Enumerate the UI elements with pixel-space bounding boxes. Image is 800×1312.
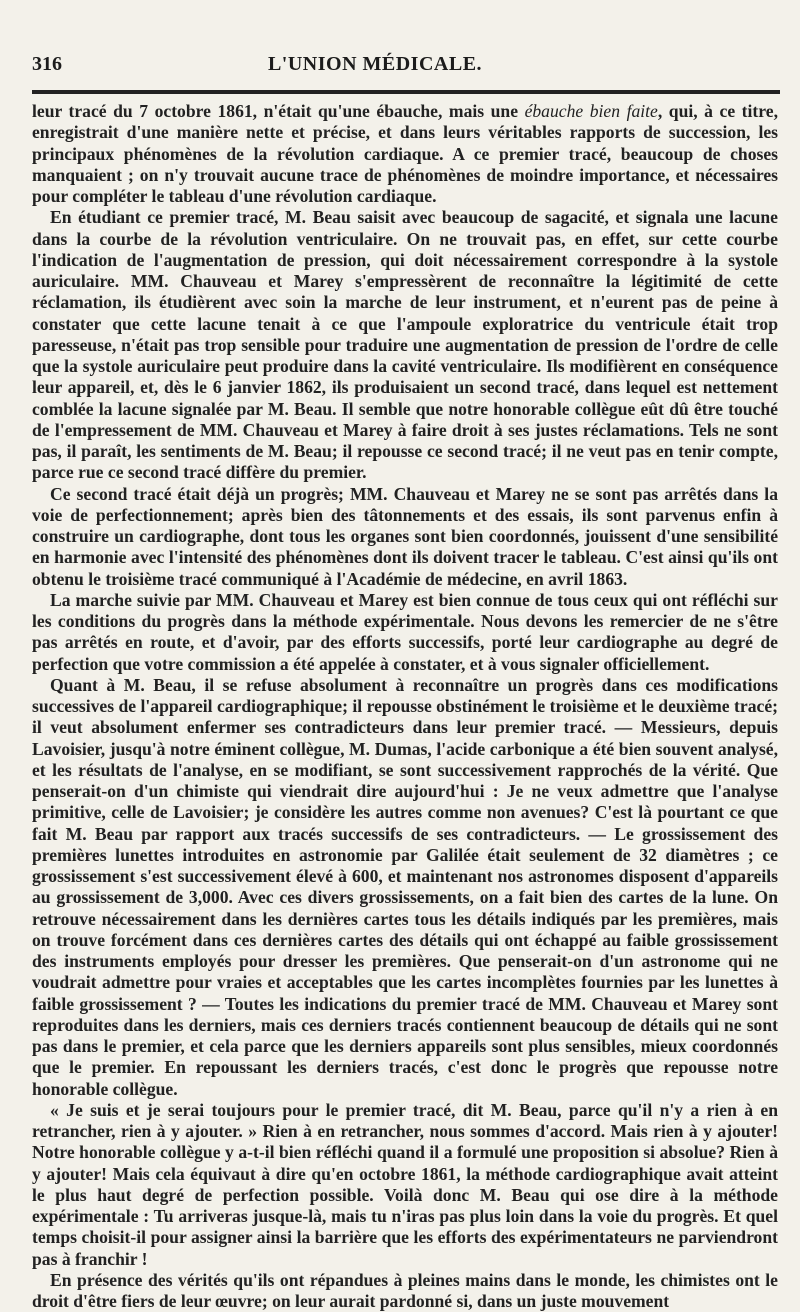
paragraph: La marche suivie par MM. Chauveau et Marey est bien connue de tous ceux qui ont réfléchi sur les conditions du progrès dans la méthode expérimentale. Nous devons les remercier de ne s'être pas arrêtés en route, et d'avoir, par des efforts successifs, porté leur cardiographe au degré de perfection que votre commission a été appelée à constater, et à vous signaler officiellement. xyxy=(32,589,778,674)
page-header xyxy=(32,50,768,78)
paragraph: En présence des vérités qu'ils ont répandues à pleines mains dans le monde, les chimistes ont le droit d'être fiers de leur œuvre; on leur aurait pardonné si, dans un juste mouvement xyxy=(32,1269,778,1311)
emphasis-text: ébauche bien faite xyxy=(524,101,658,121)
paragraph: Quant à M. Beau, il se refuse absolument à reconnaître un progrès dans ces modifications successives de l'appareil cardiographique; il repousse obstinément le troisième et le deuxième tracé; il veut absolument enfermer ses contradicteurs dans leur premier tracé. — Messieurs, depuis Lavoisier, jusqu'à notre éminent collègue, M. Dumas, l'acide carbonique a été bien souvent analysé, et les résultats de l'analyse, en se modifiant, se sont successivement rapprochés de la vérité. Que penserait-on d'un chimiste qui viendrait dire aujourd'hui : Je ne veux admettre que l'analyse primitive, celle de Lavoisier; je considère les autres comme non avenues? C'est là pourtant ce que fait M. Beau par rapport aux tracés successifs de ses contradicteurs. — Le grossissement des premières lunettes introduites en astronomie par Galilée était seulement de 32 diamètres ; ce grossissement s'est successivement élevé à 600, et maintenant nos astronomes disposent d'appareils au grossissement de 3,000. Avec ces divers grossissements, on a fait bien des cartes de la lune. On retrouve nécessairement dans les dernières cartes tous les détails indiqués par les premières, mais on trouve forcément dans ces dernières cartes des détails qui ont échappé au faible grossissement des instruments employés pour dresser les premières. Que penserait-on d'un astronome qui ne voudrait admettre pour vraies et acceptables que les cartes incomplètes fournies par les lunettes à faible grossissement ? — Toutes les indications du premier tracé de MM. Chauveau et Marey sont reproduites dans les derniers, mais ces derniers tracés contiennent beaucoup de détails qui ne sont pas dans le premier, et cela parce que les derniers appareils sont plus sensibles, mieux coordonnés que le premier. En repoussant les derniers tracés, c'est donc le progrès que repousse notre honorable collègue. xyxy=(32,674,778,1099)
paragraph: « Je suis et je serai toujours pour le premier tracé, dit M. Beau, parce qu'il n'y a rien à en retrancher, rien à y ajouter. » Rien à en retrancher, nous sommes d'accord. Mais rien à y ajouter! Notre honorable collègue y a-t-il bien réfléchi quand il a formulé une proposition si absolue? Rien à y ajouter! Mais cela équivaut à dire qu'en octobre 1861, la méthode cardiographique avait atteint le plus haut degré de perfection possible. Voilà donc M. Beau qui ose dire à la méthode expérimentale : Tu arriveras jusque-là, mais tu n'iras pas plus loin dans la voie du progrès. Et quel temps choisit-il pour assigner ainsi la barrière que les efforts des expérimentateurs ne parviendront pas à franchir ! xyxy=(32,1099,778,1269)
paragraph-text: leur tracé du 7 octobre 1861, n'était qu'une ébauche, mais une xyxy=(32,101,525,121)
header-rule xyxy=(32,90,780,94)
paragraph: En étudiant ce premier tracé, M. Beau saisit avec beaucoup de sagacité, et signala une lacune dans la courbe de la révolution ventriculaire. On ne trouvait pas, en effet, sur cette courbe l'indication de l'augmentation de pression, qui doit nécessairement correspondre à la systole auriculaire. MM. Chauveau et Marey s'empressèrent de reconnaître la légitimité de cette réclamation, ils étudièrent avec soin la marche de leur instrument, et n'eurent pas de peine à constater que cette lacune tenait à ce que l'ampoule exploratrice du ventricule était trop paresseuse, n'était pas trop sensible pour traduire une augmentation de pression de l'ordre de celle que la systole auriculaire peut produire dans la cavité ventriculaire. Ils modifièrent en conséquence leur appareil, et, dès le 6 janvier 1862, ils produisaient un second tracé, dans lequel est nettement comblée la lacune signalée par M. Beau. Il semble que notre honorable collègue eût dû être touché de l'empressement de MM. Chauveau et Marey à faire droit à ses justes réclamations. Tels ne sont pas, il paraît, les sentiments de M. Beau; il repousse ce second tracé; il ne veut pas en tenir compte, parce rue ce second tracé diffère du premier. xyxy=(32,207,778,483)
article-body xyxy=(32,101,778,1312)
page-number: 316 xyxy=(32,52,62,75)
paragraph xyxy=(32,101,778,207)
paragraph-text: , qui, à ce titre, enregistrait d'une manière nette et précise, et dans leurs véritables rapports de succession, les principaux phénomènes de la révolution cardiaque. A ce premier tracé, beaucoup de choses manquaient ; on n'y trouvait aucune trace de phénomènes de moindre importance, et nécessaires pour compléter le tableau d'une révolution cardiaque. xyxy=(32,101,778,206)
paragraph: Ce second tracé était déjà un progrès; MM. Chauveau et Marey ne se sont pas arrêtés dans la voie de perfectionnement; après bien des tâtonnements et des essais, ils sont parvenus enfin à construire un cardiographe, dont tous les organes sont bien coordonnés, jouissent d'une sensibilité en harmonie avec l'intensité des phénomènes dont ils doivent tracer le tableau. C'est ainsi qu'ils ont obtenu le troisième tracé communiqué à l'Académie de médecine, en avril 1863. xyxy=(32,483,778,589)
journal-title: L'UNION MÉDICALE. xyxy=(267,52,483,75)
